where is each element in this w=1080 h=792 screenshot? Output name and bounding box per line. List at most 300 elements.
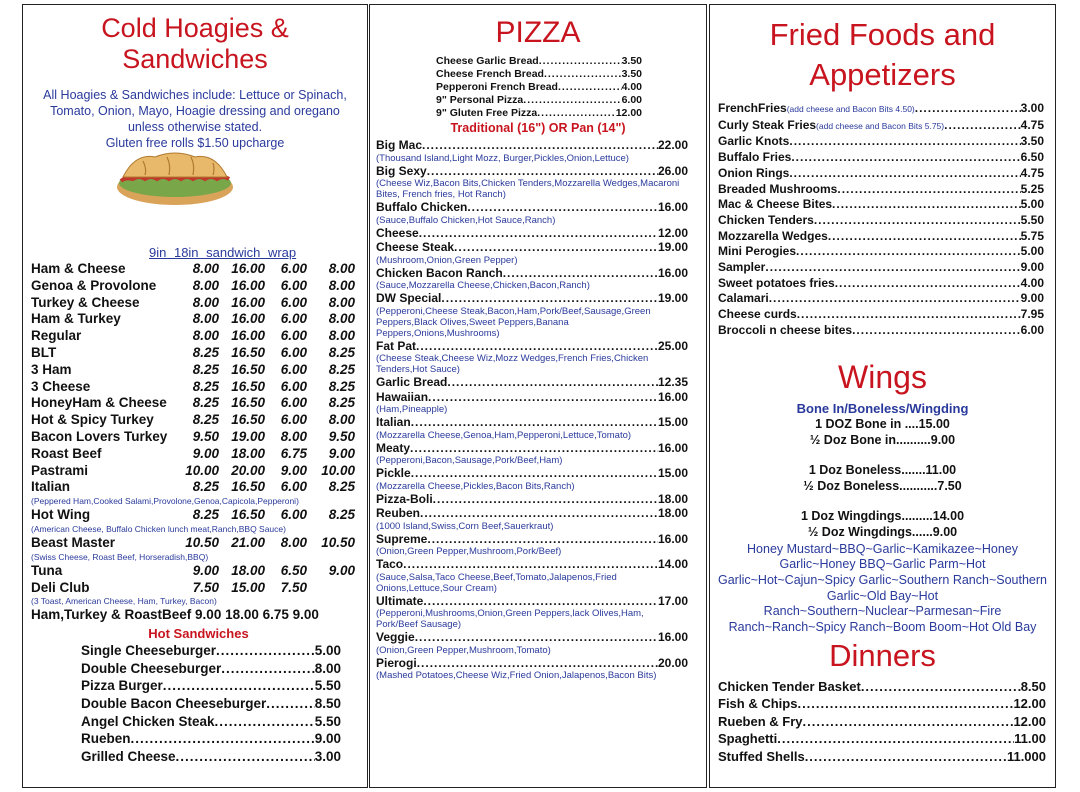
dot-leader bbox=[803, 713, 1014, 731]
pizza-row bbox=[376, 240, 688, 255]
item-price: 16.00 bbox=[657, 630, 688, 644]
item-price: 8.00 bbox=[192, 294, 219, 310]
fried-row bbox=[718, 213, 1044, 229]
item-name: 9" Personal Pizza bbox=[436, 94, 524, 106]
item-price: 6.50 bbox=[280, 562, 307, 578]
fried-row bbox=[718, 244, 1044, 260]
fried-row bbox=[718, 307, 1044, 323]
hoagie-row bbox=[31, 295, 366, 312]
item-prices bbox=[183, 395, 355, 412]
dot-leader bbox=[814, 213, 1021, 229]
dot-leader bbox=[176, 748, 315, 766]
item-price: 9.00 bbox=[328, 445, 355, 461]
item-price: 6.00 bbox=[280, 294, 307, 310]
fried-row bbox=[718, 323, 1044, 339]
dot-leader bbox=[422, 138, 658, 153]
item-price: 16.00 bbox=[231, 328, 265, 344]
item-price: 18.00 bbox=[657, 491, 688, 506]
dot-leader bbox=[433, 492, 658, 507]
dot-leader bbox=[416, 339, 658, 354]
wing-price-line: ½ Doz Bone in..........9.00 bbox=[809, 432, 956, 447]
hoagie-row bbox=[31, 479, 366, 496]
item-price: 9.00 bbox=[328, 562, 355, 578]
item-price: 16.50 bbox=[231, 412, 265, 428]
item-price: 8.00 bbox=[314, 660, 341, 676]
wing-flavors: Honey Mustard~BBQ~Garlic~Kamikazee~Honey Garlic~Honey BBQ~Garlic Parm~Hot Garlic~Hot~Cajun~Spicy Garlic~Southern Ranch~Southern Garlic~Old Bay~Hot Ranch~Southern~Nuclear~Parmesan~Fire Ranch~Ranch~Spicy Ranch~Boom Boom~Hot Old Bay bbox=[717, 541, 1047, 635]
item-description: (Ham,Pineapple) bbox=[376, 404, 448, 415]
dot-leader bbox=[837, 182, 1020, 198]
item-description: (Mashed Potatoes,Cheese Wiz,Fried Onion,Jalapenos,Bacon Bits) bbox=[376, 670, 657, 681]
hot-sandwich-row bbox=[81, 677, 341, 695]
hoagie-row bbox=[31, 379, 366, 396]
item-name: Cheese French Bread bbox=[436, 68, 544, 80]
item-price: 16.00 bbox=[231, 311, 265, 327]
item-price: 8.00 bbox=[192, 328, 219, 344]
item-price: 16.50 bbox=[231, 378, 265, 394]
dot-leader bbox=[765, 260, 1020, 276]
item-price: 8.25 bbox=[328, 361, 355, 377]
item-price: 9.00 bbox=[192, 445, 219, 461]
item-price: 8.25 bbox=[192, 412, 219, 428]
item-name: Chicken Bacon Ranch bbox=[376, 265, 503, 280]
hoagie-row bbox=[31, 278, 366, 295]
item-price: 16.50 bbox=[231, 479, 265, 495]
fried-list bbox=[718, 101, 1044, 339]
item-name-text: Curly Steak Fries bbox=[718, 117, 817, 132]
pizza-side-row bbox=[436, 81, 642, 94]
item-note: (add cheese and Bacon Bits 5.75) bbox=[816, 120, 945, 131]
pizza-row bbox=[376, 375, 688, 390]
item-prices bbox=[183, 412, 355, 429]
dot-leader bbox=[828, 229, 1021, 245]
pizza-side-row bbox=[436, 55, 642, 68]
hoagie-row bbox=[31, 429, 366, 446]
fried-row bbox=[718, 197, 1044, 213]
item-price: 16.00 bbox=[657, 265, 688, 280]
item-prices bbox=[183, 479, 355, 496]
item-name: Regular bbox=[31, 328, 82, 344]
item-price: 8.25 bbox=[192, 395, 219, 411]
item-description: (Mozzarella Cheese,Genoa,Ham,Pepperoni,Lettuce,Tomato) bbox=[376, 429, 632, 441]
item-price: 10.00 bbox=[321, 462, 355, 478]
item-name: Fat Pat bbox=[376, 338, 417, 353]
item-name bbox=[718, 101, 915, 118]
item-price: 16.00 bbox=[657, 440, 688, 455]
item-price: 4.75 bbox=[1020, 165, 1044, 180]
item-price: 8.50 bbox=[314, 695, 341, 711]
item-price: 26.00 bbox=[657, 163, 688, 178]
pizza-row bbox=[376, 594, 688, 609]
item-name-text: Sampler bbox=[718, 260, 766, 275]
hoagie-row bbox=[31, 563, 366, 580]
hoagie-row bbox=[31, 311, 366, 328]
item-name: 3 Ham bbox=[31, 361, 72, 377]
item-name-text: Chicken Tenders bbox=[718, 212, 814, 227]
item-price: 22.00 bbox=[657, 138, 688, 152]
item-name-text: Mini Perogies bbox=[718, 244, 797, 259]
hoagie-row bbox=[31, 362, 366, 379]
fried-row bbox=[718, 291, 1044, 307]
item-price: 16.50 bbox=[231, 507, 265, 523]
dot-leader bbox=[523, 94, 621, 107]
item-price: 6.00 bbox=[280, 311, 307, 327]
item-name: Deli Club bbox=[31, 579, 90, 595]
hot-sandwich-row bbox=[81, 695, 341, 713]
item-description: (Swiss Cheese, Roast Beef, Horseradish,BBQ) bbox=[31, 551, 209, 562]
item-price: 8.25 bbox=[192, 344, 219, 360]
item-price: 6.00 bbox=[280, 479, 307, 495]
item-price: 9.00 bbox=[1020, 291, 1044, 306]
item-name: Pierogi bbox=[376, 655, 417, 670]
item-price: 6.00 bbox=[1020, 322, 1044, 337]
hoagie-row bbox=[31, 580, 366, 597]
item-name-text: Garlic Knots bbox=[718, 134, 790, 149]
item-name bbox=[718, 197, 832, 213]
dinner-row bbox=[718, 730, 1046, 748]
item-price: 5.50 bbox=[1020, 212, 1044, 227]
item-price: 8.25 bbox=[328, 378, 355, 394]
item-price: 12.00 bbox=[1013, 713, 1046, 729]
dot-leader bbox=[805, 748, 1007, 766]
item-name: Spaghetti bbox=[718, 731, 778, 747]
dot-leader bbox=[789, 134, 1020, 150]
item-description: (Sauce,Salsa,Taco Cheese,Beef,Tomato,Jalapenos,Fried Onions,Lettuce,Sour Cream) bbox=[376, 571, 617, 594]
item-price: 6.00 bbox=[280, 361, 307, 377]
dot-leader bbox=[447, 375, 658, 390]
pizza-list bbox=[376, 138, 688, 681]
item-name-text: Buffalo Fries bbox=[718, 150, 792, 165]
traditional-pan-label: Traditional (16") OR Pan (14") bbox=[450, 121, 626, 135]
dot-leader bbox=[427, 532, 658, 547]
item-price: 6.75 bbox=[280, 445, 307, 461]
item-name: BLT bbox=[31, 344, 57, 360]
dinner-row bbox=[718, 713, 1046, 731]
item-name bbox=[718, 229, 828, 245]
dot-leader bbox=[221, 660, 314, 678]
item-price: 8.25 bbox=[328, 479, 355, 495]
wing-price-line: ½ Doz Boneless...........7.50 bbox=[803, 478, 962, 493]
item-name: Single Cheeseburger bbox=[81, 643, 217, 659]
item-name: Turkey & Cheese bbox=[31, 294, 140, 310]
dinner-list bbox=[718, 678, 1046, 766]
hoagie-row bbox=[31, 328, 366, 345]
item-prices bbox=[183, 362, 355, 379]
item-name: DW Special bbox=[376, 291, 442, 305]
dot-leader bbox=[427, 164, 658, 179]
item-price: 5.50 bbox=[314, 678, 341, 694]
item-name: Supreme bbox=[376, 531, 428, 546]
item-description: (Peppered Ham,Cooked Salami,Provolone,Genoa,Capicola,Pepperoni) bbox=[31, 496, 299, 507]
item-price: 3.00 bbox=[1020, 101, 1044, 115]
item-price: 10.50 bbox=[185, 534, 219, 550]
item-price: 5.75 bbox=[1020, 228, 1044, 243]
item-price: 20.00 bbox=[231, 462, 265, 478]
item-price: 18.00 bbox=[231, 445, 265, 461]
dot-leader bbox=[410, 441, 658, 456]
item-price: 16.00 bbox=[657, 531, 688, 546]
hoagie-row bbox=[31, 446, 366, 463]
wings-subtitle: Bone In/Boneless/Wingding bbox=[796, 400, 969, 416]
pizza-row bbox=[376, 266, 688, 281]
pizza-row bbox=[376, 557, 688, 572]
item-price: 18.00 bbox=[231, 562, 265, 578]
item-name: Cheese Garlic Bread bbox=[436, 55, 539, 67]
item-name bbox=[718, 182, 837, 198]
item-name: Meaty bbox=[376, 440, 411, 455]
item-description: (Pepperoni,Mushrooms,Onion,Green Peppers,lack Olives,Ham, Pork/Beef Sausage) bbox=[376, 608, 644, 630]
item-name: Ultimate bbox=[376, 593, 424, 608]
item-prices bbox=[183, 446, 355, 463]
item-description: (Thousand Island,Light Mozz, Burger,Pickles,Onion,Lettuce) bbox=[376, 152, 629, 164]
wing-prices-boneless bbox=[710, 462, 1055, 494]
item-name: Ham & Cheese bbox=[31, 261, 126, 276]
wing-price-line: 1 Doz Boneless.......11.00 bbox=[808, 462, 957, 477]
item-name: Tuna bbox=[31, 562, 63, 578]
dot-leader bbox=[539, 55, 622, 68]
item-prices bbox=[183, 278, 355, 295]
hoagies-note: All Hoagies & Sandwiches include: Lettuce or Spinach, Tomato, Onion, Mayo, Hoagie dressing and oregano unless otherwise stated. Gluten free rolls $1.50 upcharge bbox=[43, 88, 347, 150]
item-name bbox=[718, 276, 835, 292]
item-description: (Sauce,Mozzarella Cheese,Chicken,Bacon,Ranch) bbox=[376, 280, 590, 291]
pizza-row bbox=[376, 138, 688, 153]
item-price: 25.00 bbox=[657, 338, 688, 353]
hoagies-title: Cold Hoagies & Sandwiches bbox=[101, 13, 289, 74]
item-price: 9.50 bbox=[192, 428, 219, 444]
item-price: 8.00 bbox=[280, 534, 307, 550]
item-name: Rueben & Fry bbox=[718, 713, 803, 729]
item-name: Buffalo Chicken bbox=[376, 200, 468, 214]
dot-leader bbox=[420, 506, 658, 521]
item-name: Cheese Steak bbox=[376, 240, 455, 254]
item-name: Double Cheeseburger bbox=[81, 660, 222, 676]
item-name: Taco bbox=[376, 557, 404, 571]
item-name bbox=[718, 244, 796, 260]
dot-leader bbox=[791, 150, 1020, 166]
hot-sandwiches-title: Hot Sandwiches bbox=[148, 626, 249, 642]
item-name: Big Mac bbox=[376, 138, 423, 152]
hot-sandwich-row bbox=[81, 660, 341, 678]
item-name: Hot & Spicy Turkey bbox=[31, 412, 154, 428]
item-prices bbox=[183, 311, 355, 328]
item-price: 3.50 bbox=[621, 68, 642, 80]
item-note: (add cheese and Bacon Bits 4.50) bbox=[786, 104, 915, 114]
fried-row bbox=[718, 118, 1044, 135]
dot-leader bbox=[835, 276, 1021, 292]
item-price: 8.00 bbox=[192, 311, 219, 327]
item-name: Pastrami bbox=[31, 462, 89, 478]
dot-leader bbox=[131, 730, 315, 748]
hoagie-row bbox=[31, 412, 366, 429]
item-price: 6.00 bbox=[621, 94, 642, 106]
item-price: 5.00 bbox=[1020, 197, 1044, 212]
item-name-text: Cheese curds bbox=[718, 307, 797, 322]
dot-leader bbox=[423, 594, 658, 609]
fried-row bbox=[718, 260, 1044, 276]
item-name: Reuben bbox=[376, 506, 421, 520]
item-price: 9.00 bbox=[280, 462, 307, 478]
item-description: (Onion,Green Pepper,Mushroom,Pork/Beef) bbox=[376, 546, 562, 557]
item-name: Chicken Tender Basket bbox=[718, 678, 861, 694]
item-price: 9.50 bbox=[328, 428, 355, 444]
item-name: Veggie bbox=[376, 630, 415, 644]
item-name bbox=[718, 291, 769, 307]
item-price: 17.00 bbox=[657, 593, 688, 608]
item-price: 8.00 bbox=[328, 311, 355, 327]
item-name: Bacon Lovers Turkey bbox=[31, 428, 168, 444]
wings-title: Wings bbox=[838, 358, 927, 395]
hoagie-row bbox=[31, 507, 366, 524]
hot-sandwich-row bbox=[81, 730, 341, 748]
item-price: 6.50 bbox=[1020, 150, 1044, 165]
hot-sandwich-list bbox=[81, 642, 341, 765]
dinner-row bbox=[718, 695, 1046, 713]
item-price: 3.50 bbox=[621, 55, 642, 67]
item-description: (Mushroom,Onion,Green Pepper) bbox=[376, 254, 518, 266]
item-description: (Cheese Wiz,Bacon Bits,Chicken Tenders,Mozzarella Wedges,Macaroni Bites, French fries, Hot Ranch) bbox=[376, 178, 680, 200]
item-price: 8.00 bbox=[328, 328, 355, 344]
item-price: 10.50 bbox=[321, 534, 355, 550]
pizza-row bbox=[376, 532, 688, 547]
item-price: 8.00 bbox=[280, 428, 307, 444]
pizza-row bbox=[376, 506, 688, 521]
dot-leader bbox=[428, 390, 658, 405]
hoagie-sandwich-icon bbox=[115, 147, 235, 209]
item-price: 12.00 bbox=[1013, 696, 1046, 712]
dinners-title: Dinners bbox=[829, 637, 936, 673]
item-name-text: Mac & Cheese Bites bbox=[718, 197, 833, 212]
item-price: 8.25 bbox=[192, 479, 219, 495]
item-name bbox=[718, 323, 852, 339]
dot-leader bbox=[797, 695, 1013, 713]
item-price: 6.00 bbox=[280, 328, 307, 344]
item-name: Pepperoni French Bread bbox=[436, 81, 558, 93]
item-price: 4.00 bbox=[621, 81, 642, 93]
fried-title: Fried Foods and Appetizers bbox=[769, 17, 996, 92]
item-name: Angel Chicken Steak bbox=[81, 713, 215, 729]
pizza-column bbox=[369, 4, 707, 788]
item-price: 6.00 bbox=[280, 261, 307, 276]
dot-leader bbox=[454, 240, 658, 255]
pizza-row bbox=[376, 339, 688, 354]
pizza-row bbox=[376, 466, 688, 481]
item-prices bbox=[183, 535, 355, 552]
item-price: 5.00 bbox=[314, 643, 341, 659]
dot-leader bbox=[769, 291, 1021, 307]
item-price: 12.35 bbox=[657, 375, 688, 389]
item-name: Double Bacon Cheeseburger bbox=[81, 695, 267, 711]
hot-sandwich-row bbox=[81, 642, 341, 660]
item-price: 8.00 bbox=[192, 261, 219, 276]
item-name: Ham & Turkey bbox=[31, 311, 121, 327]
dot-leader bbox=[944, 118, 1021, 135]
item-price: 12.00 bbox=[657, 225, 688, 240]
dot-leader bbox=[441, 291, 658, 306]
item-name: Big Sexy bbox=[376, 163, 427, 178]
hoagie-row bbox=[31, 535, 366, 552]
dot-leader bbox=[915, 101, 1021, 118]
item-price: 19.00 bbox=[657, 240, 688, 254]
item-price: 7.50 bbox=[280, 579, 307, 595]
item-price: 6.00 bbox=[280, 412, 307, 428]
item-name bbox=[718, 307, 797, 323]
hoagie-row: Ham,Turkey & RoastBeef 9.00 18.00 6.75 9.00 bbox=[31, 607, 319, 623]
item-prices bbox=[183, 345, 355, 362]
item-price: 8.00 bbox=[328, 277, 355, 293]
hot-sandwich-row bbox=[81, 713, 341, 731]
item-price: 8.00 bbox=[192, 277, 219, 293]
item-name: Rueben bbox=[81, 731, 131, 747]
item-name bbox=[718, 134, 789, 150]
pizza-side-row bbox=[436, 107, 642, 120]
pizza-row bbox=[376, 656, 688, 671]
item-price: 7.50 bbox=[192, 579, 219, 595]
pizza-side-row bbox=[436, 94, 642, 107]
item-price: 21.00 bbox=[231, 534, 265, 550]
dot-leader bbox=[163, 677, 315, 695]
wing-price-line: 1 DOZ Bone in ....15.00 bbox=[815, 416, 950, 431]
dot-leader bbox=[558, 81, 622, 94]
item-price: 8.25 bbox=[192, 507, 219, 523]
item-name: Pizza-Boli bbox=[376, 491, 433, 506]
pizza-row bbox=[376, 441, 688, 456]
pizza-title: PIZZA bbox=[495, 16, 581, 49]
dinner-row bbox=[718, 748, 1046, 766]
item-price: 8.00 bbox=[328, 412, 355, 428]
hot-sandwich-row bbox=[81, 748, 341, 766]
item-price: 16.50 bbox=[231, 361, 265, 377]
item-price: 19.00 bbox=[231, 428, 265, 444]
item-name: Italian bbox=[376, 415, 411, 429]
item-name: 3 Cheese bbox=[31, 378, 91, 394]
item-name-text: Sweet potatoes fries bbox=[718, 275, 835, 290]
item-price: 8.00 bbox=[328, 294, 355, 310]
item-price: 4.00 bbox=[1020, 275, 1044, 290]
pizza-side-row bbox=[436, 68, 642, 81]
dot-leader bbox=[411, 466, 658, 481]
item-price: 6.00 bbox=[280, 277, 307, 293]
item-price: 16.50 bbox=[231, 395, 265, 411]
dot-leader bbox=[832, 197, 1021, 213]
item-price bbox=[307, 580, 355, 597]
item-name: Hot Wing bbox=[31, 507, 91, 523]
item-price: 18.00 bbox=[657, 506, 688, 520]
item-name-text: Breaded Mushrooms bbox=[718, 181, 838, 196]
item-price: 11.000 bbox=[1006, 748, 1046, 764]
hoagie-row bbox=[31, 345, 366, 362]
fried-row bbox=[718, 134, 1044, 150]
item-name: Hawaiian bbox=[376, 389, 429, 404]
pizza-row bbox=[376, 390, 688, 405]
item-name: Roast Beef bbox=[31, 445, 102, 461]
item-name bbox=[718, 150, 791, 166]
wing-price-line: 1 Doz Wingdings.........14.00 bbox=[800, 508, 965, 523]
item-price: 15.00 bbox=[231, 579, 265, 595]
item-price: 19.00 bbox=[657, 291, 688, 305]
item-price: 16.50 bbox=[231, 344, 265, 360]
hoagie-row bbox=[31, 261, 366, 278]
dot-leader bbox=[789, 166, 1020, 182]
item-price: 3.50 bbox=[1020, 134, 1044, 149]
dot-leader bbox=[216, 642, 315, 660]
dot-leader bbox=[797, 307, 1021, 323]
fried-row bbox=[718, 150, 1044, 166]
item-price: 8.25 bbox=[192, 378, 219, 394]
item-price: 9.00 bbox=[192, 562, 219, 578]
wing-prices-wingdings bbox=[710, 508, 1055, 540]
item-prices bbox=[183, 507, 355, 524]
item-price: 8.25 bbox=[192, 361, 219, 377]
hoagies-column bbox=[22, 4, 368, 788]
